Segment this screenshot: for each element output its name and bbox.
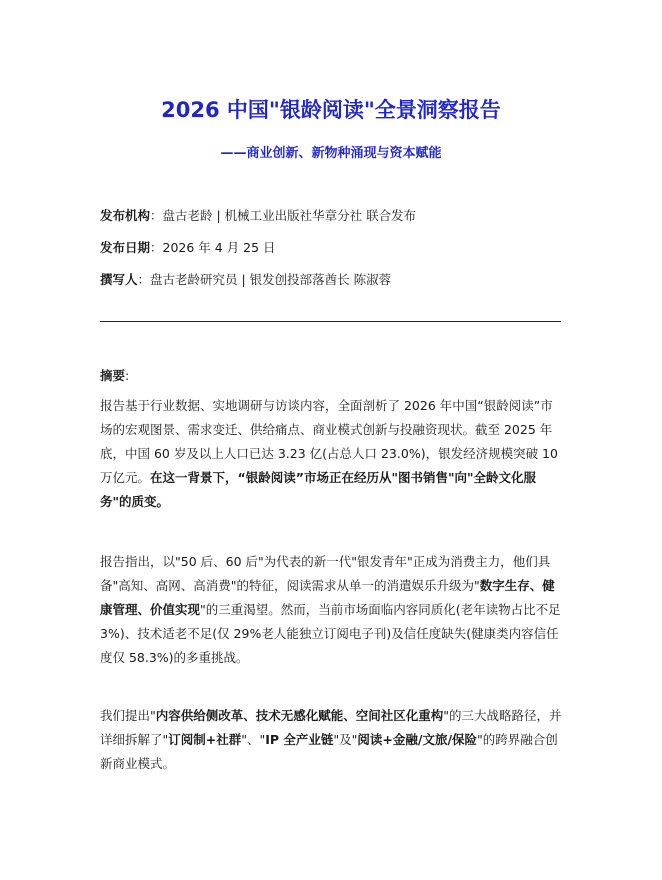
p3-bold-2: 订阅制+社群 (168, 732, 242, 747)
p3-bold-3: IP 全产业链 (265, 732, 334, 747)
p3-text-2: "的三大战略路径，并详细拆解了" (100, 708, 562, 747)
p3-text-1: 我们提出" (100, 708, 156, 723)
p3-bold-4: 阅读+金融/文旅/保险 (357, 732, 478, 747)
p1-text-1: 报告基于行业数据、实地调研与访谈内容，全面剖析了 2026 年中国“银龄阅读”市场的宏观图景、需求变迁、供给痛点、商业模式创新与投融资现状。截至 2025 年底，中国 60 岁及以上人口已达 3.23 亿(占总人口 23.0%)，银发经济规模突破 10 万亿元。 (100, 398, 558, 485)
abstract-paragraph-1 (100, 394, 564, 514)
publish-date-line (100, 238, 276, 256)
section-divider (100, 321, 561, 322)
author-value: ：盘古老龄研究员 | 银发创投部落酋长 陈淑蓉 (137, 272, 392, 287)
p2-text-2: "的三重渴望。然而，当前市场面临内容同质化(老年读物占比不足 3%)、技术适老不足(仅 29%老人能独立订阅电子刊)及信任度缺失(健康类内容信任度仅 58.3%)的多重挑战。 (100, 602, 561, 665)
abstract-heading (100, 366, 129, 384)
publisher-line (100, 206, 416, 224)
publisher-label: 发布机构 (100, 208, 151, 223)
p3-text-3: "、" (241, 732, 266, 747)
author-label: 撰写人 (100, 272, 138, 287)
author-line (100, 270, 391, 288)
p2-text-1: 报告指出，以"50 后、60 后"为代表的新一代"银发青年"正成为消费主力，他们具备"高知、高网、高消费"的特征，阅读需求从单一的消遣娱乐升级为" (100, 554, 551, 593)
abstract-label: 摘要 (100, 368, 126, 383)
publish-date-value: ：2026 年 4 月 25 日 (150, 240, 276, 255)
report-title: 2026 中国"银龄阅读"全景洞察报告 (161, 98, 501, 122)
p2-bold-1: 数字生存、健康管理、价值实现 (100, 578, 555, 617)
p3-text-4: "及" (333, 732, 358, 747)
report-subtitle: ——商业创新、新物种涌现与资本赋能 (220, 146, 442, 161)
abstract-paragraph-2 (100, 550, 564, 670)
p3-text-5: "的跨界融合创新商业模式。 (100, 732, 558, 771)
p1-bold-1: 在这一背景下，“银龄阅读”市场正在经历从"图书销售"向"全龄文化服务"的质变。 (100, 470, 536, 509)
abstract-colon: : (125, 368, 130, 383)
p3-bold-1: 内容供给侧改革、技术无感化赋能、空间社区化重构 (155, 708, 444, 723)
abstract-paragraph-3 (100, 704, 564, 776)
publish-date-label: 发布日期 (100, 240, 151, 255)
publisher-value: ：盘古老龄 | 机械工业出版社华章分社 联合发布 (150, 208, 417, 223)
